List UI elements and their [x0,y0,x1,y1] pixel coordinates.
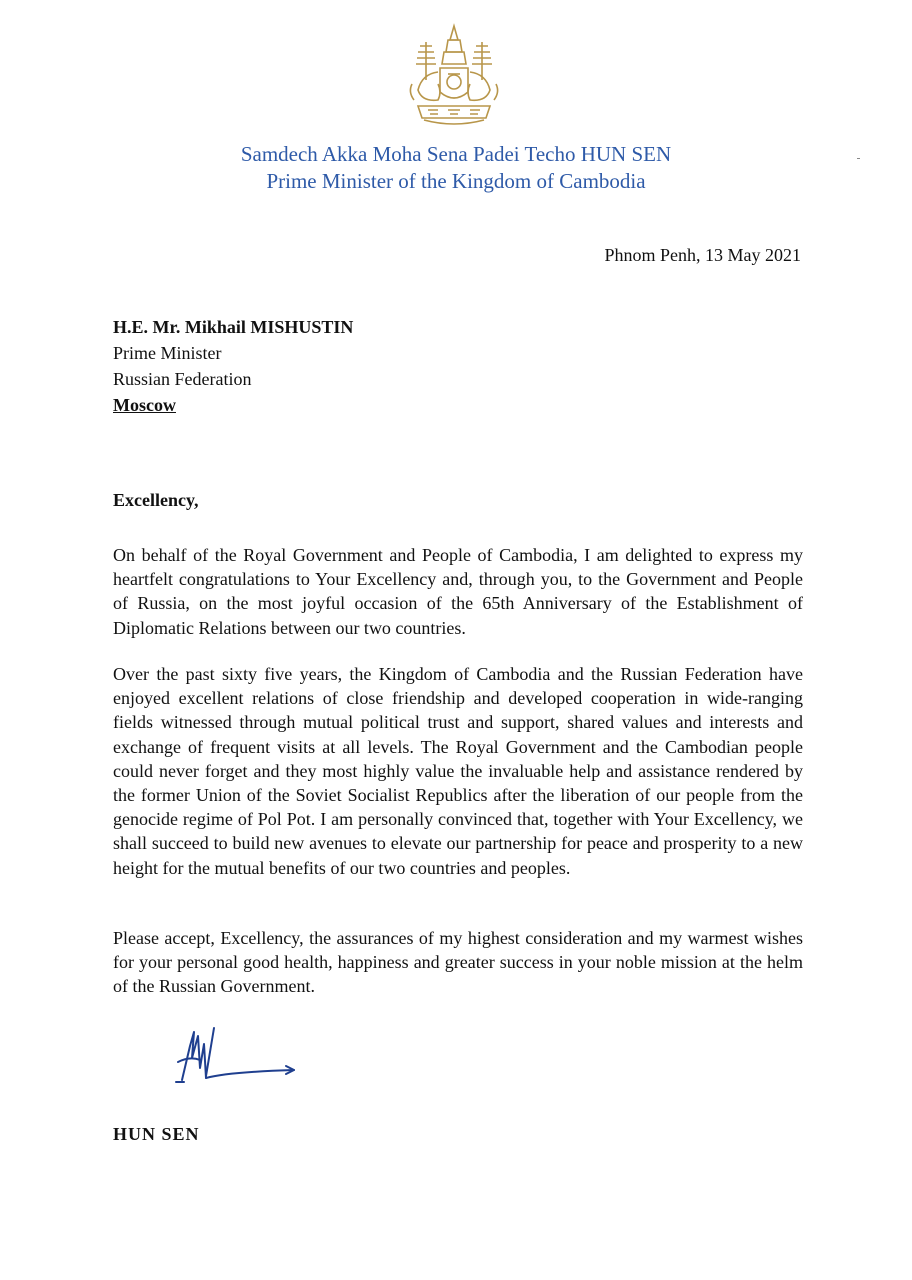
salutation: Excellency, [113,490,199,510]
signer-name: HUN SEN [113,1124,200,1144]
recipient-name: H.E. Mr. Mikhail MISHUSTIN [113,317,354,337]
recipient-country: Russian Federation [113,369,252,389]
recipient-position: Prime Minister [113,343,222,363]
body-paragraph-3: Please accept, Excellency, the assurances of my highest consideration and my warmest wishes for your personal good health, happiness and greater success in your noble mission at the helm of the Russian Government. [113,928,803,997]
body-paragraph-2: Over the past sixty five years, the Kingdom of Cambodia and the Russian Federation have enjoyed excellent relations of close friendship and developed cooperation in wide-ranging fields witnessed through mutual political trust and support, shared values and interests and exchange of frequent visits at all levels. The Royal Government and the Cambodian people could never forget and they most highly value the invaluable help and assistance rendered by the former Union of the Soviet Socialist Republics after the liberation of our people from the genocide regime of Pol Pot. I am personally convinced that, together with Your Excellency, we shall succeed to build new avenues to elevate our partnership for peace and prosperity to a new height for the mutual benefits of our two countries and peoples. [113,664,803,878]
recipient-block [113,314,353,418]
letter-date: Phnom Penh, 13 May 2021 [604,245,801,265]
body-paragraph-1: On behalf of the Royal Government and People of Cambodia, I am delighted to express my heartfelt congratulations to Your Excellency and, through you, to the Government and People of Russia, on the most joyful occasion of the 65th Anniversary of the Establishment of Diplomatic Relations between our two countries. [113,545,803,638]
sender-name: Samdech Akka Moha Sena Padei Techo HUN SEN [240,142,672,166]
royal-arms-emblem-icon [398,22,510,134]
scan-mark [857,158,860,159]
sender-title: Prime Minister of the Kingdom of Cambodia [266,169,646,193]
signature-mark [168,1018,308,1098]
recipient-city: Moscow [113,395,176,415]
